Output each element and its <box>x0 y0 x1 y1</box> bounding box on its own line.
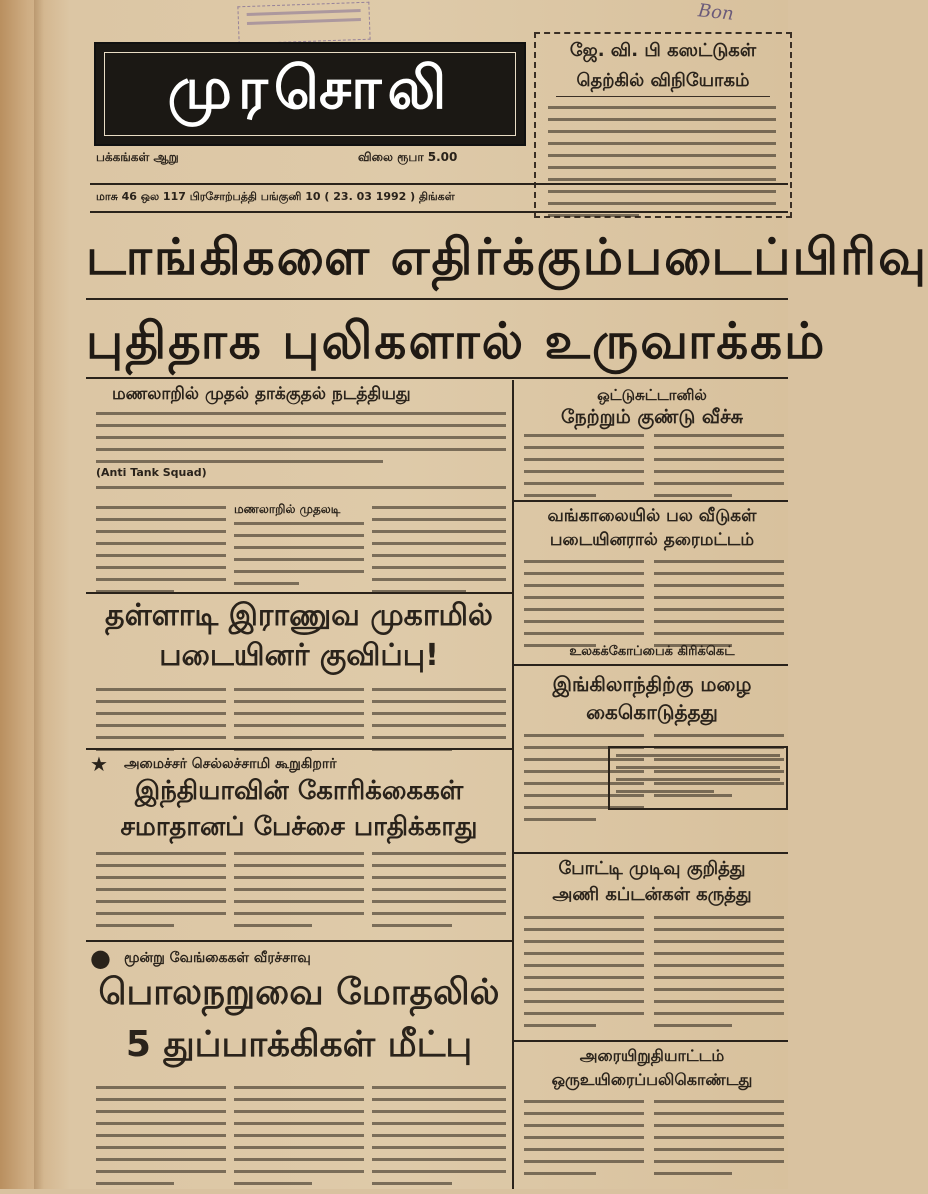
handwritten-mark: Bon <box>697 0 735 25</box>
main-headline-1: டாங்கிகளை எதிர்க்கும்படைப்பிரிவு <box>86 228 928 286</box>
right-headline-4a: போட்டி முடிவு குறித்து <box>558 858 746 879</box>
right-story-5-col-1 <box>524 1100 644 1184</box>
right-headline-3a: இங்கிலாந்திற்கு மழை <box>552 672 752 696</box>
india-col-1 <box>96 852 226 936</box>
india-col-3 <box>372 852 506 936</box>
india-headline-2: சமாதானப் பேச்சை பாதிக்காது <box>120 812 478 842</box>
divider <box>514 852 788 854</box>
right-headline-4b: அணி கப்டன்கள் கருத்து <box>552 884 752 905</box>
polo-col-3 <box>372 1086 506 1194</box>
right-headline-3b: கைகொடுத்தது <box>586 700 718 724</box>
divider <box>86 298 788 300</box>
right-story-4-col-1 <box>524 916 644 1036</box>
right-kicker-1: ஒட்டுசுட்டானில் <box>597 386 707 404</box>
right-kicker-2: உலகக்கோப்பைக் கிரிக்கெட் <box>569 644 735 659</box>
page-fold-shadow <box>34 0 44 1189</box>
right-story-5-col-2 <box>654 1100 784 1184</box>
polo-col-1 <box>96 1086 226 1194</box>
right-headline-5a: அரையிறுதியாட்டம் <box>579 1046 725 1065</box>
divider <box>86 940 512 942</box>
lead-subhead: மணலாறில் முதல் தாக்குதல் நடத்தியது <box>112 384 411 404</box>
india-headline-1: இந்தியாவின் கோரிக்கைகள் <box>134 776 464 806</box>
issue-line-bar <box>90 183 788 213</box>
divider <box>514 1040 788 1042</box>
masthead-title: முரசொலி <box>167 54 453 122</box>
header-meta <box>96 150 786 172</box>
right-headline-2a: வங்காலையில் பல வீடுகள் <box>547 506 757 526</box>
lead-col-1 <box>96 506 226 602</box>
divider <box>86 592 512 594</box>
right-story-1-col-1 <box>524 434 644 506</box>
lead-col-2 <box>234 522 364 594</box>
polo-col-2 <box>234 1086 364 1194</box>
main-headline-2: புதிதாக புலிகளால் உருவாக்கம் <box>86 312 827 370</box>
right-story-1-col-2 <box>654 434 784 506</box>
camp-headline-2: படையினர் குவிப்பு! <box>159 638 439 673</box>
lead-inline-sub: மணலாறில் முதலடி <box>234 502 341 516</box>
price: விலை ரூபா 5.00 <box>358 150 458 164</box>
divider <box>514 500 788 502</box>
polo-headline-1: பொலநறுவை மோதலில் <box>98 972 500 1013</box>
right-story-4-col-2 <box>654 916 784 1036</box>
bullet-icon: ● <box>90 944 111 972</box>
right-headline-1: நேற்றும் குண்டு வீச்சு <box>560 406 744 428</box>
right-story-2-col-1 <box>524 560 644 656</box>
right-story-2-col-2 <box>654 560 784 656</box>
issue-line: மாசு 46 ஒல 117 பிரசோற்பத்தி பங்குனி 10 ( 23. 03 1992 ) திங்கள் <box>96 190 455 203</box>
polo-kicker: மூன்று வேங்கைகள் வீரச்சாவு <box>124 950 311 966</box>
top-box-headline-1: ஜே. வி. பி கஸட்டுகள் <box>569 40 757 61</box>
divider <box>514 664 788 666</box>
lead-col-3 <box>372 506 506 602</box>
divider <box>86 377 788 379</box>
right-headline-5b: ஒருஉயிரைப்பலிகொண்டது <box>551 1070 753 1089</box>
right-headline-2b: படையினரால் தரைமட்டம் <box>549 530 755 550</box>
score-box <box>608 746 788 810</box>
minister-kicker: அமைச்சர் செல்லச்சாமி கூறுகிறார் <box>124 756 337 772</box>
india-col-2 <box>234 852 364 936</box>
page-count: பக்கங்கள் ஆறு <box>96 150 179 164</box>
top-box-headline-2: தெற்கில் விநியோகம் <box>576 70 750 91</box>
masthead <box>94 42 526 146</box>
lead-inline-english: (Anti Tank Squad) <box>96 466 207 479</box>
star-icon: ★ <box>90 752 108 776</box>
library-stamp <box>237 2 370 45</box>
camp-headline-1: தள்ளாடி இராணுவ முகாமில் <box>105 598 493 633</box>
lead-body-text <box>96 412 506 472</box>
lead-body-text-2 <box>96 486 506 498</box>
divider <box>86 748 512 750</box>
polo-headline-2: 5 துப்பாக்கிகள் மீட்பு <box>125 1024 473 1065</box>
